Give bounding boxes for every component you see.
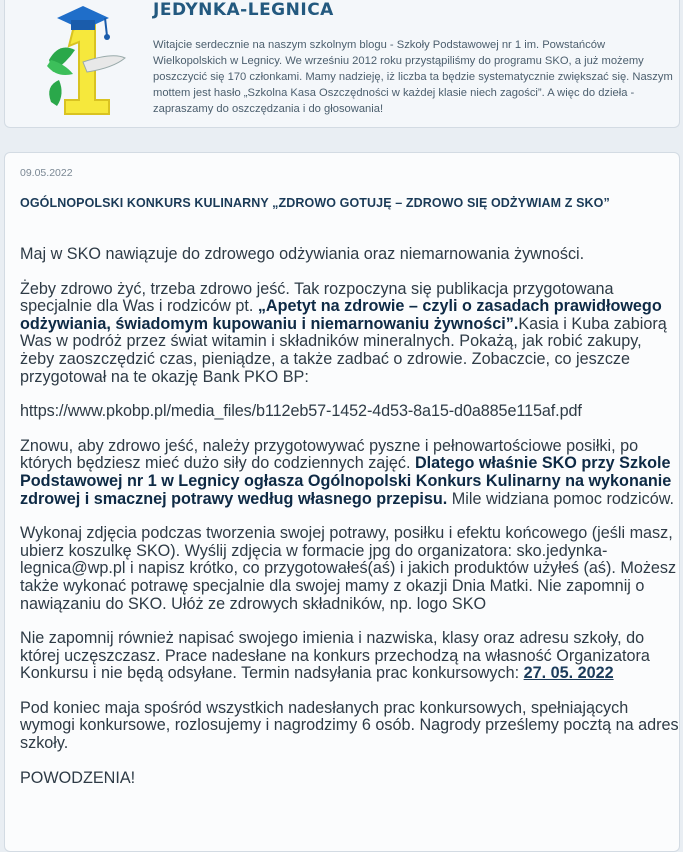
paragraph-5 <box>20 630 680 683</box>
post-content <box>20 246 680 804</box>
paragraph-4: Wykonaj zdjęcia podczas tworzenia swojej potrawy, posiłku i efektu końcowego (jeśli masz, ubierz koszulkę SKO). Wyślij zdjęcia w formacie jpg do organizatora: sko.jedynka-legnica@wp.pl i napisz krótko, co przygotowałeś(aś) i jakich produktów użyłeś (aś). Możesz także wykonać potrawę specjalnie dla swojej mamy z okazji Dnia Matki. Nie zapomnij o nawiązaniu do SKO. Ułóż ze zdrowych składników, np. logo SKO <box>20 524 677 613</box>
blog-title[interactable]: JEDYNKA-LEGNICA <box>153 0 334 20</box>
blog-description: Witajcie serdecznie na naszym szkolnym blogu - Szkoły Podstawowej nr 1 im. Powstańców Wielkopolskich w Legnicy. We wrześniu 2012 roku przystąpiliśmy do programu SKO, a już możemy poszczycić się 170 członkami. Mamy nadzieję, iż liczba ta będzie systematycznie zwiększać się. Naszym mottem jest hasło „Szkolna Kasa Oszczędności w każdej klasie niech zagości”. A więc do dzieła - zapraszamy do oszczędzania i do głosowania! <box>153 39 673 115</box>
paragraph-2 <box>20 281 680 387</box>
paragraph-1: Maj w SKO nawiązuje do zdrowego odżywiania oraz niemarnowania żywności. <box>20 245 585 263</box>
paragraph-3-intro: Znowu, aby zdrowo jeść, należy przygotowywać pyszne i pełnowartościowe posiłki, po których będziesz mieć dużo siły do codziennych zajęć. <box>20 436 639 473</box>
paragraph-5-text: Nie zapomnij również napisać swojego imienia i nazwiska, klasy oraz adresu szkoły, do której uczęszczasz. Prace nadesłane na konkurs przechodzą na własność Organizatora Konkursu i nie będą odsyłane. Termin nadsyłania prac konkursowych: <box>20 629 650 683</box>
publication-title: „Apetyt na zdrowie – czyli o zasadach prawidłowego odżywiania, świadomym kupowaniu i niemarnowaniu żywności”. <box>20 297 662 333</box>
blog-header <box>4 0 680 128</box>
blog-post <box>4 152 680 852</box>
post-date: 09.05.2022 <box>20 167 73 179</box>
deadline-date: 27. 05. 2022 <box>523 664 614 683</box>
paragraph-2-rest: Kasia i Kuba zabiorą Was w podróż przez świat witamin i składników mineralnych. Pokażą, jak robić zakupy, żeby zaoszczędzić czas, pieniądze, a także zadbać o zdrowie. Zobaczcie, co jeszcze przygotował na te okazję Bank PKO BP: <box>20 314 667 386</box>
pdf-url: https://www.pkobp.pl/media_files/b112eb57-1452-4d53-8a15-d0a885e115af.pdf <box>20 402 582 421</box>
post-title[interactable]: OGÓLNOPOLSKI KONKURS KULINARNY „ZDROWO GOTUJĘ – ZDROWO SIĘ ODŻYWIAM Z SKO” <box>20 196 610 210</box>
contest-announcement: Dlatego właśnie SKO przy Szkole Podstawowej nr 1 w Legnicy ogłasza Ogólnopolski Konkurs Kulinarny na wykonanie zdrowej i smacznej potrawy według własnego przepisu. <box>20 454 672 508</box>
paragraph-3 <box>20 438 680 508</box>
closing-text: POWODZENIA! <box>20 768 136 787</box>
paragraph-3-rest: Mile widziana pomoc rodziców. <box>447 489 674 508</box>
paragraph-2-intro: Żeby zdrowo żyć, trzeba zdrowo jeść. Tak rozpoczyna się publikacja przygotowana specjalnie dla Was i rodziców pt. <box>20 279 614 316</box>
school-logo-icon <box>43 2 127 120</box>
paragraph-6: Pod koniec maja spośród wszystkich nadesłanych prac konkursowych, spełniających wymogi konkursowe, rozlosujemy i nagrodzimy 6 osób. Nagrody prześlemy pocztą na adres szkoły. <box>20 698 679 753</box>
